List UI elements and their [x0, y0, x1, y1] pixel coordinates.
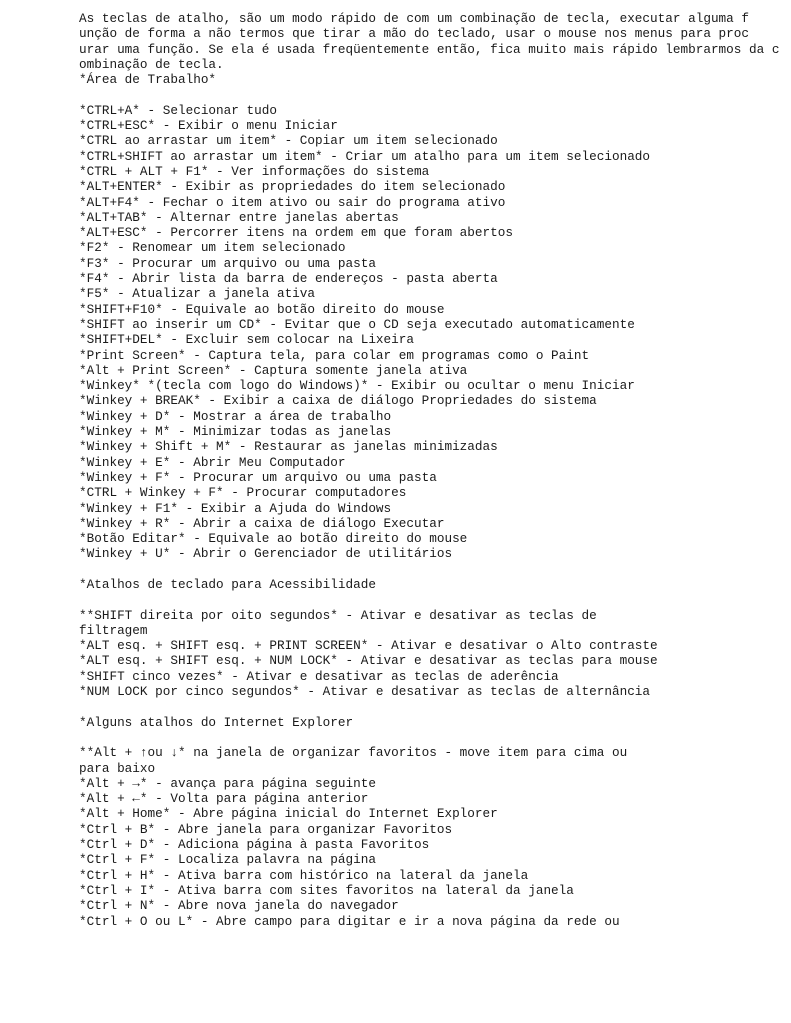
text-line: *Ctrl + B* - Abre janela para organizar Favoritos: [79, 821, 453, 837]
text-line: *Winkey + R* - Abrir a caixa de diálogo Executar: [79, 515, 445, 531]
text-line: *CTRL + Winkey + F* - Procurar computadores: [79, 485, 407, 501]
text-line: *Ctrl + F* - Localiza palavra na página: [79, 852, 376, 868]
text-line: *F2* - Renomear um item selecionado: [79, 240, 346, 256]
text-line: *Alt + →* - avança para página seguinte: [79, 775, 376, 791]
text-line: filtragem: [79, 622, 148, 638]
text-line: *CTRL+SHIFT ao arrastar um item* - Criar um atalho para um item selecionado: [79, 148, 651, 164]
blank-line: [79, 592, 791, 607]
text-line: *Winkey + Shift + M* - Restaurar as janelas minimizadas: [79, 439, 498, 455]
text-line: unção de forma a não termos que tirar a mão do teclado, usar o mouse nos menus para proc: [79, 26, 750, 42]
text-line: *Winkey + U* - Abrir o Gerenciador de utilitários: [79, 546, 453, 562]
text-line: *F4* - Abrir lista da barra de endereços - pasta aberta: [79, 271, 498, 287]
text-line: *Botão Editar* - Equivale ao botão direito do mouse: [79, 531, 468, 547]
text-line: *ALT esq. + SHIFT esq. + PRINT SCREEN* - Ativar e desativar o Alto contraste: [79, 638, 658, 654]
text-line: *ALT esq. + SHIFT esq. + NUM LOCK* - Ativar e desativar as teclas para mouse: [79, 653, 658, 669]
text-line: As teclas de atalho, são um modo rápido de com um combinação de tecla, executar alguma f: [79, 11, 750, 26]
text-line: ombinação de tecla.: [79, 56, 224, 72]
text-line: *ALT+ESC* - Percorrer itens na ordem em que foram abertos: [79, 225, 513, 241]
text-line: *Alt + ←* - Volta para página anterior: [79, 791, 369, 807]
text-line: *Winkey + D* - Mostrar a área de trabalho: [79, 408, 392, 424]
blank-line: [79, 699, 791, 714]
text-line: *Atalhos de teclado para Acessibilidade: [79, 576, 376, 592]
document-text: [79, 11, 791, 929]
text-line: *Winkey + F* - Procurar um arquivo ou uma pasta: [79, 469, 437, 485]
text-line: *ALT+TAB* - Alternar entre janelas abertas: [79, 209, 399, 225]
text-line: *Winkey + E* - Abrir Meu Computador: [79, 454, 346, 470]
text-line: urar uma função. Se ela é usada freqüentemente então, fica muito mais rápido lembrarmos da c: [79, 41, 780, 57]
text-line: *CTRL+A* - Selecionar tudo: [79, 102, 277, 118]
text-line: *Ctrl + I* - Ativa barra com sites favoritos na lateral da janela: [79, 882, 574, 898]
text-line: *SHIFT cinco vezes* - Ativar e desativar as teclas de aderência: [79, 668, 559, 684]
text-line: *CTRL+ESC* - Exibir o menu Iniciar: [79, 118, 338, 134]
text-line: *Ctrl + N* - Abre nova janela do navegador: [79, 898, 399, 914]
text-line: *F5* - Atualizar a janela ativa: [79, 286, 316, 302]
text-line: *Print Screen* - Captura tela, para colar em programas como o Paint: [79, 347, 590, 363]
text-line: **Alt + ↑ou ↓* na janela de organizar favoritos - move item para cima ou: [79, 745, 628, 761]
text-line: *Alguns atalhos do Internet Explorer: [79, 714, 354, 730]
text-line: *NUM LOCK por cinco segundos* - Ativar e desativar as teclas de alternância: [79, 684, 651, 700]
blank-line: [79, 730, 791, 745]
text-line: *CTRL + ALT + F1* - Ver informações do sistema: [79, 163, 430, 179]
text-line: **SHIFT direita por oito segundos* - Ativar e desativar as teclas de: [79, 607, 597, 623]
text-line: *Winkey + BREAK* - Exibir a caixa de diálogo Propriedades do sistema: [79, 393, 597, 409]
text-line: *F3* - Procurar um arquivo ou uma pasta: [79, 255, 376, 271]
text-line: *Área de Trabalho*: [79, 72, 217, 88]
text-line: *CTRL ao arrastar um item* - Copiar um item selecionado: [79, 133, 498, 149]
text-line: *Ctrl + D* - Adiciona página à pasta Favoritos: [79, 837, 430, 853]
blank-line: [79, 562, 791, 577]
text-line: *Ctrl + O ou L* - Abre campo para digitar e ir a nova página da rede ou: [79, 913, 620, 929]
text-line: *SHIFT+F10* - Equivale ao botão direito do mouse: [79, 301, 445, 317]
text-line: *Ctrl + H* - Ativa barra com histórico na lateral da janela: [79, 867, 529, 883]
text-line: para baixo: [79, 760, 156, 776]
text-line: *Alt + Home* - Abre página inicial do Internet Explorer: [79, 806, 498, 822]
text-line: *Winkey* *(tecla com logo do Windows)* - Exibir ou ocultar o menu Iniciar: [79, 378, 635, 394]
text-line: *SHIFT ao inserir um CD* - Evitar que o CD seja executado automaticamente: [79, 316, 635, 332]
text-line: *ALT+F4* - Fechar o item ativo ou sair do programa ativo: [79, 194, 506, 210]
text-line: *SHIFT+DEL* - Excluir sem colocar na Lixeira: [79, 332, 415, 348]
blank-line: [79, 87, 791, 102]
text-line: *ALT+ENTER* - Exibir as propriedades do item selecionado: [79, 179, 506, 195]
text-line: *Alt + Print Screen* - Captura somente janela ativa: [79, 362, 468, 378]
text-line: *Winkey + M* - Minimizar todas as janelas: [79, 424, 392, 440]
text-line: *Winkey + F1* - Exibir a Ajuda do Windows: [79, 500, 392, 516]
